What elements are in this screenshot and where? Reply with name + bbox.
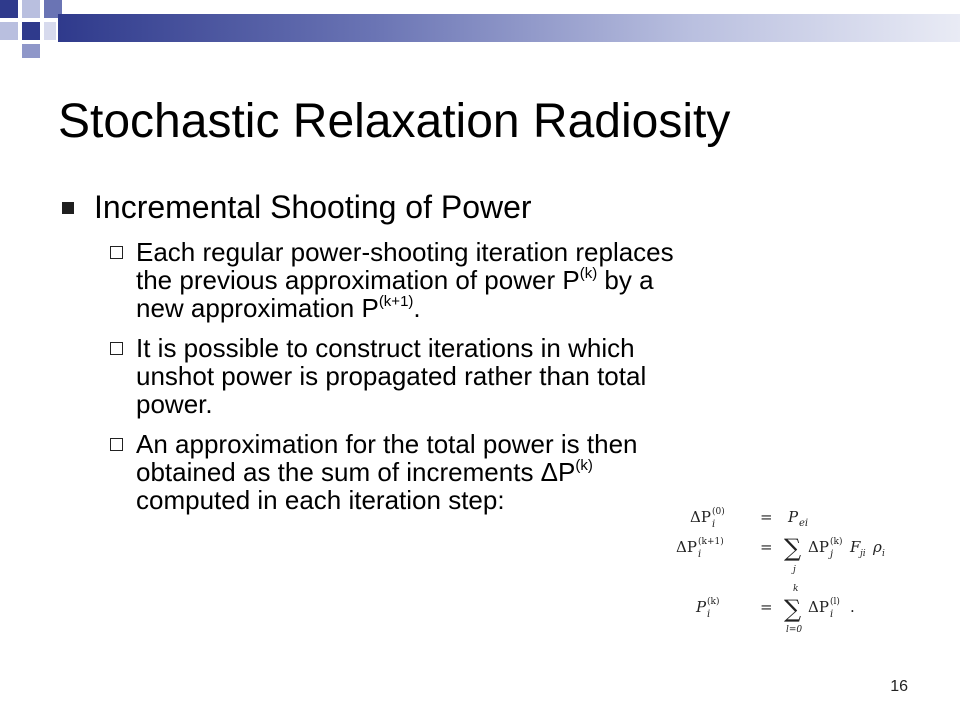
header-square-4 [0,22,18,40]
header-square-2 [22,0,40,18]
svg-text:l=0: l=0 [786,625,803,635]
sub-bullet-2 [110,334,696,418]
slide-title: Stochastic Relaxation Radiosity [58,95,731,148]
svg-text:P: P [696,598,707,616]
equation-row-1 [690,506,808,530]
svg-text:ΔP: ΔP [808,598,829,616]
svg-text:(l): (l) [830,597,840,607]
svg-text:ΔP: ΔP [808,538,829,556]
svg-text:i: i [712,519,716,530]
svg-text:ΔP: ΔP [690,508,711,526]
svg-text:ji: ji [860,549,866,559]
square-bullet-icon [62,202,74,214]
sub-bullet-3-text: An approximation for the total power is then obtained as the sum of increments ΔP$^{(k)}$ computed in each iteration step: [136,429,638,515]
svg-text:∑: ∑ [784,534,802,562]
main-bullet [58,188,658,226]
svg-text:ΔP: ΔP [676,538,697,556]
svg-text:=: = [760,598,773,616]
header-square-1 [0,0,18,18]
svg-text:i: i [698,549,702,560]
hollow-square-bullet-icon [110,438,123,451]
hollow-square-bullet-icon [110,246,123,259]
svg-text:.: . [850,598,855,616]
svg-text:F: F [850,538,861,556]
svg-text:∑: ∑ [784,595,802,623]
sub-bullet-1 [110,238,696,322]
main-bullet-text: Incremental Shooting of Power [94,189,532,225]
equations-image [672,496,904,656]
svg-text:i: i [707,609,711,620]
svg-text:ρ: ρ [873,538,882,556]
equation-row-2 [676,534,885,575]
header-square-6 [44,22,56,40]
sub-bullet-1-text: Each regular power-shooting iteration replaces the previous approximation of power $P^{(k)}$ by a new approximation $P^{(k+1)}$. [136,237,674,323]
svg-text:(k+1): (k+1) [698,537,724,547]
svg-text:j: j [793,565,796,575]
header-square-7 [22,44,40,58]
svg-text:P: P [788,508,799,526]
svg-text:(k): (k) [707,597,720,607]
header-gradient-bar [58,14,960,42]
slide-content [58,188,674,526]
svg-text:=: = [760,508,773,526]
sub-bullet-3 [110,430,696,514]
page-number: 16 [890,678,908,695]
hollow-square-bullet-icon [110,342,123,355]
svg-text:(k): (k) [830,537,843,547]
svg-text:=: = [760,538,773,556]
svg-text:ei: ei [799,518,809,529]
sub-bullet-2-text: It is possible to construct iterations in which unshot power is propagated rather than total power. [136,333,647,419]
svg-text:i: i [882,549,885,559]
svg-text:(0): (0) [712,507,725,517]
svg-text:k: k [793,584,799,594]
header-square-5 [22,22,40,40]
svg-text:j: j [830,549,834,560]
equation-row-3 [695,584,855,635]
svg-text:i: i [830,609,834,620]
